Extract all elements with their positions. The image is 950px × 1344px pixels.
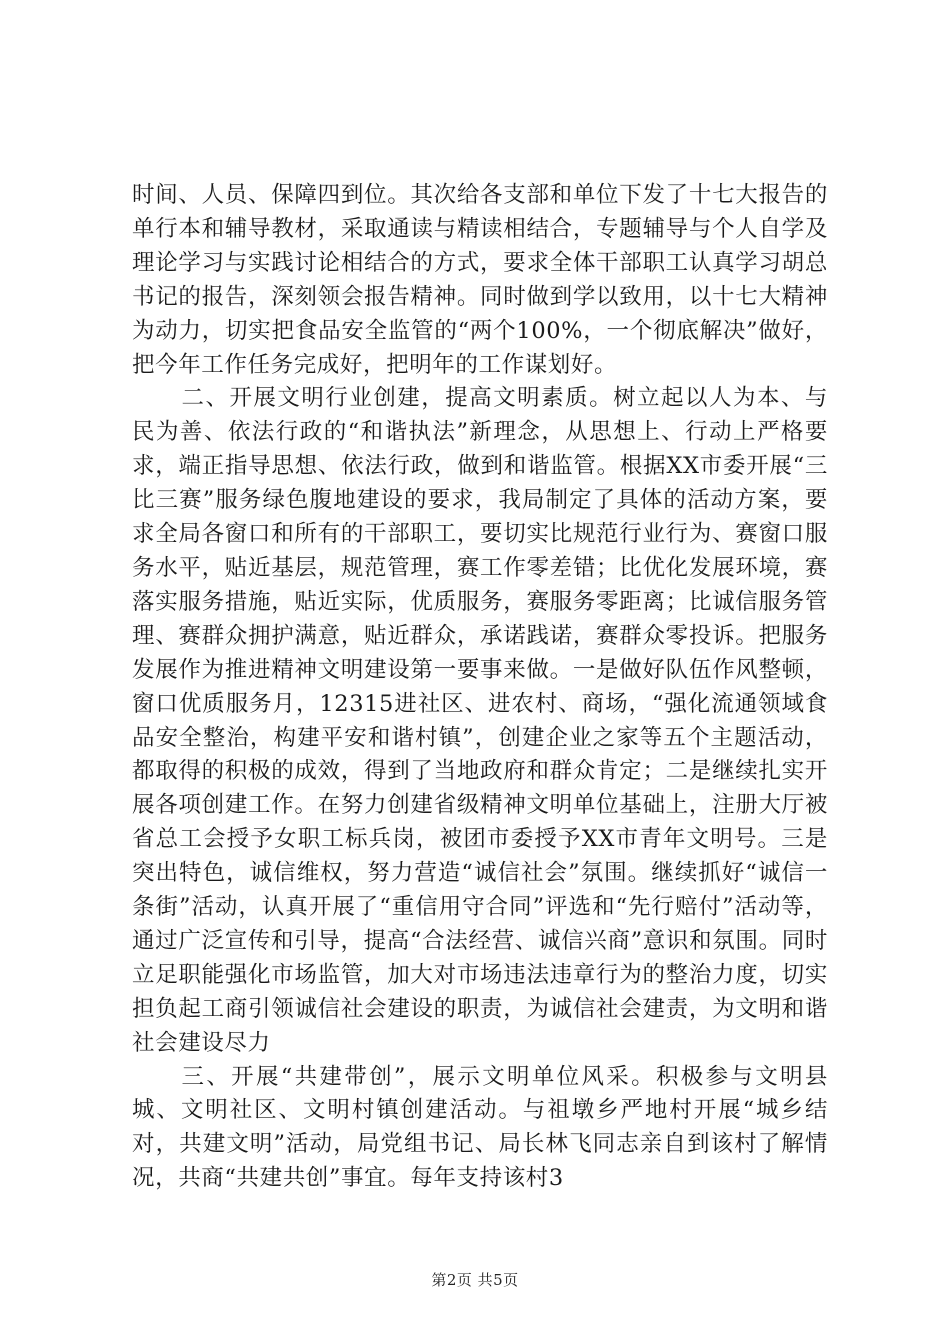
paragraph-1: 时间、人员、保障四到位。其次给各支部和单位下发了十七大报告的单行本和辅导教材，采取通读与精读相结合，专题辅导与个人自学及理论学习与实践讨论相结合的方式，要求全体干部职工认真学习胡总书记的报告，深刻领会报告精神。同时做到学以致用，以十七大精神为动力，切实把食品安全监管的“两个100%，一个彻底解决”做好，把今年工作任务完成好，把明年的工作谋划好。 (132, 182, 828, 378)
document-body (132, 179, 828, 1196)
page-footer: 第2页 共5页 (431, 1271, 519, 1289)
paragraph-2: 二、开展文明行业创建，提高文明素质。树立起以人为本、与民为善、依法行政的“和谐执法”新理念，从思想上、行动上严格要求，端正指导思想、依法行政，做到和谐监管。根据XX市委开展“三比三赛”服务绿色腹地建设的要求，我局制定了具体的活动方案，要求全局各窗口和所有的干部职工，要切实比规范行业行为、赛窗口服务水平，贴近基层，规范管理，赛工作零差错；比优化发展环境，赛落实服务措施，贴近实际，优质服务，赛服务零距离；比诚信服务管理、赛群众拥护满意，贴近群众，承诺践诺，赛群众零投诉。把服务发展作为推进精神文明建设第一要事来做。一是做好队伍作风整顿，窗口优质服务月，12315进社区、进农村、商场，“强化流通领域食品安全整治，构建平安和谐村镇”，创建企业之家等五个主题活动，都取得的积极的成效，得到了当地政府和群众肯定；二是继续扎实开展各项创建工作。在努力创建省级精神文明单位基础上，注册大厅被省总工会授予女职工标兵岗，被团市委授予XX市青年文明号。三是突出特色，诚信维权，努力营造“诚信社会”氛围。继续抓好“诚信一条街”活动，认真开展了“重信用守合同”评选和“先行赔付”活动等，通过广泛宣传和引导，提高“合法经营、诚信兴商”意识和氛围。同时立足职能强化市场监管，加大对市场违法违章行为的整治力度，切实担负起工商引领诚信社会建设的职责，为诚信社会建责，为文明和谐社会建设尽力 (132, 385, 828, 1056)
paragraph-3: 三、开展“共建带创”，展示文明单位风采。积极参与文明县城、文明社区、文明村镇创建活动。与祖墩乡严地村开展“城乡结对，共建文明”活动，局党组书记、局长林飞同志亲自到该村了解情况，共商“共建共创”事宜。每年支持该村3 (132, 1063, 828, 1192)
